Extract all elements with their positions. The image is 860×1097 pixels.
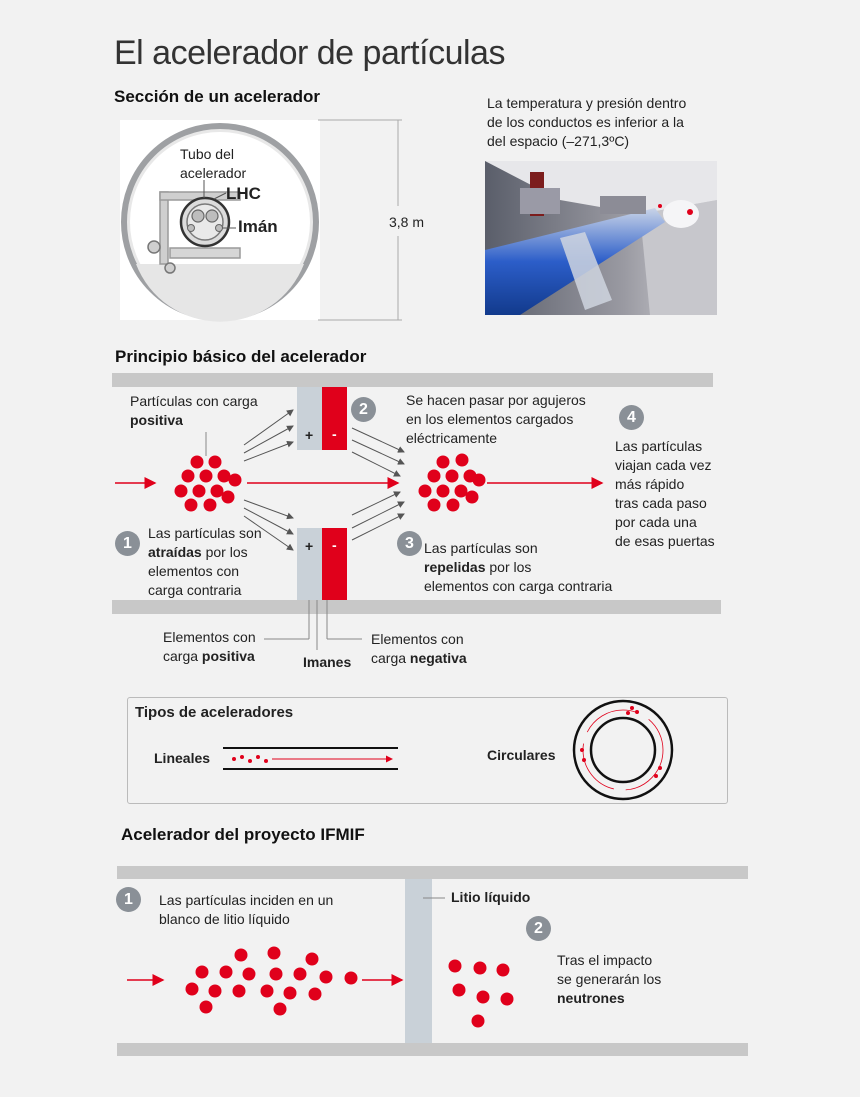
positive-particles-label: Partículas con carga positiva (130, 393, 258, 428)
ifmif-neutrons (449, 960, 514, 1028)
upper-minus-sign: - (332, 426, 337, 442)
step-2-badge: 2 (351, 397, 376, 422)
section-heading-principio: Principio básico del acelerador (115, 347, 367, 366)
ifmif-step-2-badge: 2 (526, 916, 551, 941)
step-3-badge: 3 (397, 531, 422, 556)
types-heading: Tipos de aceleradores (135, 704, 294, 721)
step-2-text: Se hacen pasar por agujeros en los elementos cargados eléctricamente (406, 392, 586, 446)
litio-label: Litio líquido (451, 889, 531, 905)
ifmif-incoming-particles (186, 947, 358, 1016)
lhc-label: LHC (226, 184, 261, 203)
positive-elements-label: Elementos con carga positiva (163, 629, 256, 664)
ifmif-step-1-text: Las partículas inciden en un blanco de litio líquido (159, 892, 334, 927)
iman-label: Imán (238, 217, 278, 236)
circular-label: Circulares (487, 747, 556, 763)
imanes-label: Imanes (303, 654, 352, 670)
page-title: El acelerador de partículas (114, 34, 505, 72)
ifmif-step-1-badge: 1 (116, 887, 141, 912)
lower-plus-sign: + (305, 538, 314, 554)
tube-label: Tubo del acelerador (180, 146, 247, 181)
linear-label: Lineales (154, 750, 211, 766)
step-3-text: Las partículas son repelidas por los elementos con carga contraria (424, 540, 613, 594)
step-1-badge: 1 (115, 531, 140, 556)
upper-plus-sign: + (305, 427, 314, 443)
step-1-text: Las partículas son atraídas por los elementos con carga contraria (148, 525, 262, 598)
ifmif-step-2-text: Tras el impacto se generarán los neutrones (557, 952, 662, 1006)
section-heading-seccion: Sección de un acelerador (114, 87, 320, 106)
dimension-label: 3,8 m (389, 214, 425, 230)
negative-elements-label: Elementos con carga negativa (371, 631, 467, 666)
step-4-text: Las partículas viajan cada vez más rápido tras cada paso por cada una de esas puertas (615, 438, 715, 549)
photo-caption: La temperatura y presión dentro de los conductos es inferior a la del espacio (–271,3ºC) (487, 95, 687, 149)
step-4-badge: 4 (619, 405, 644, 430)
section-heading-ifmif: Acelerador del proyecto IFMIF (121, 825, 365, 844)
lower-minus-sign: - (332, 537, 337, 553)
